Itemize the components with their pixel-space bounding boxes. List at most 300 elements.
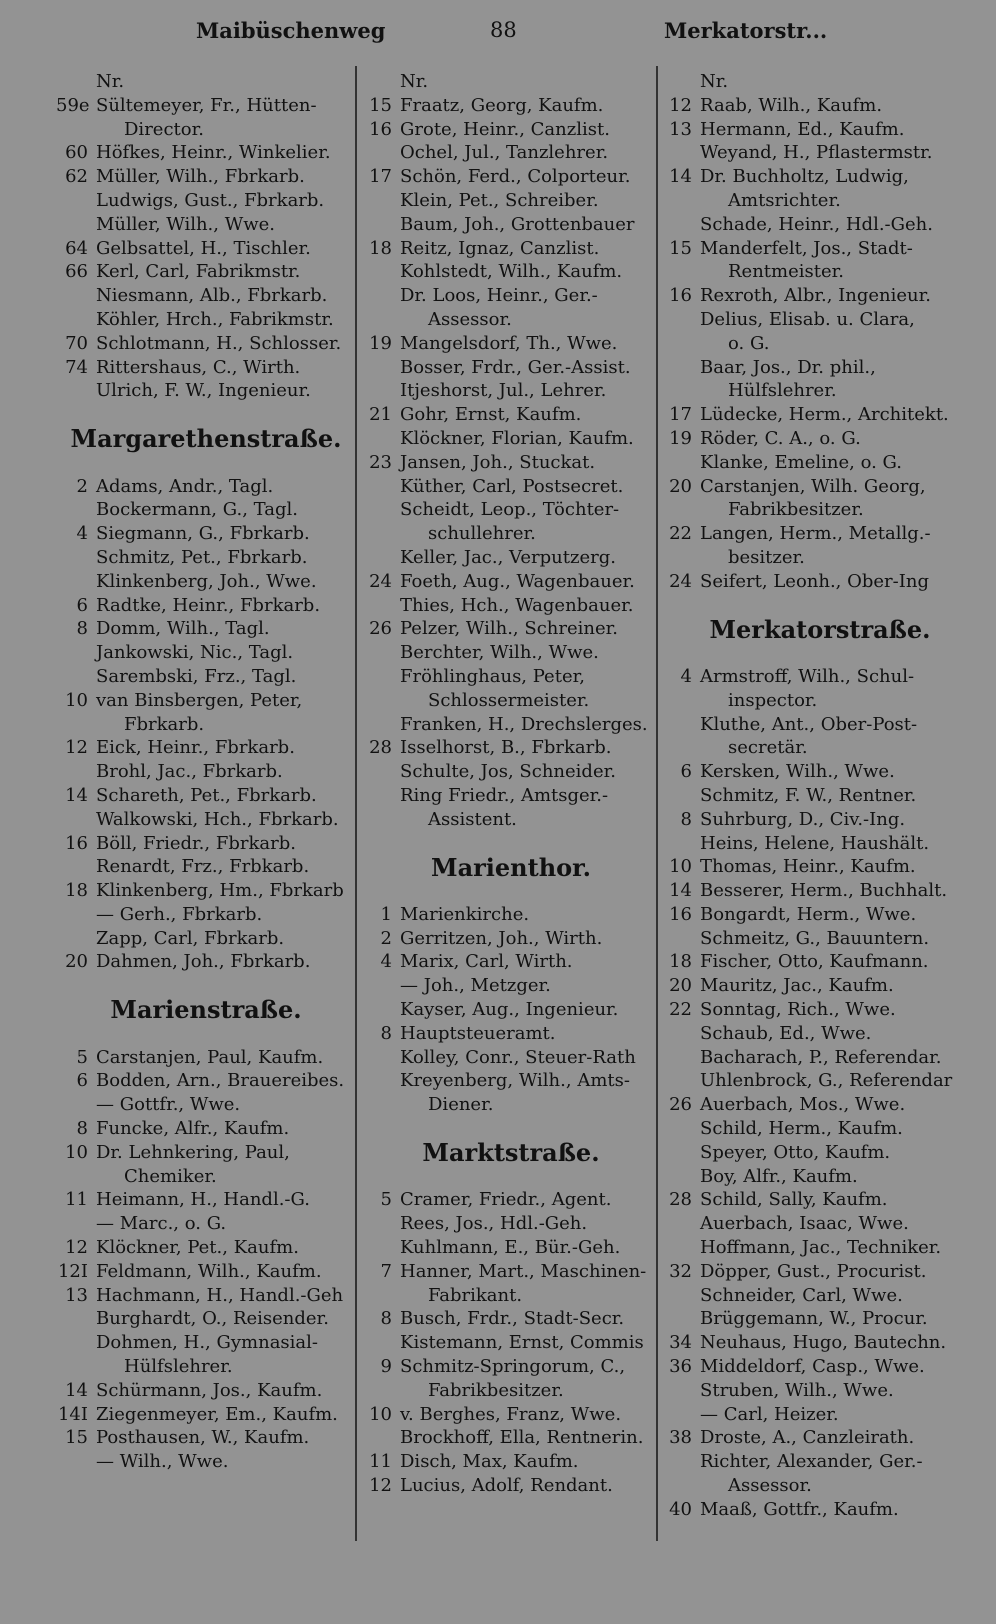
resident-text: Adams, Andr., Tagl.: [96, 475, 274, 497]
house-number: 20: [65, 951, 88, 973]
resident-text: Maaß, Gottfr., Kaufm.: [700, 1498, 899, 1520]
entry-continuation: Diener.: [428, 1094, 494, 1116]
resident-text: van Binsbergen, Peter,: [96, 689, 303, 711]
resident-text: Schade, Heinr., Hdl.-Geh.: [700, 213, 933, 235]
directory-entry: [56, 832, 356, 856]
resident-text: Fraatz, Georg, Kaufm.: [400, 94, 604, 116]
directory-entry: [56, 475, 356, 499]
house-number: 19: [369, 332, 392, 354]
house-number: 66: [65, 261, 88, 283]
resident-text: Heins, Helene, Haushält.: [700, 832, 930, 854]
house-number: 28: [369, 737, 392, 759]
directory-entry: [56, 760, 356, 784]
resident-text: Ulrich, F. W., Ingenieur.: [96, 380, 311, 402]
resident-text: Walkowski, Hch., Fbrkarb.: [96, 808, 339, 830]
house-number: 12: [65, 1237, 88, 1259]
house-number: 26: [669, 1094, 692, 1116]
house-number: 14: [669, 166, 692, 188]
directory-entry: [56, 70, 356, 94]
resident-text: Posthausen, W., Kaufm.: [96, 1427, 310, 1449]
directory-entry: [56, 94, 356, 118]
house-number: 19: [669, 427, 692, 449]
resident-text: Klinkenberg, Joh., Wwe.: [96, 570, 317, 592]
house-number: 18: [65, 880, 88, 902]
directory-entry: [56, 641, 356, 665]
directory-entry: [660, 1022, 980, 1046]
directory-entry: [660, 141, 980, 165]
directory-entry: [360, 713, 662, 737]
resident-text: Neuhaus, Hugo, Bautechn.: [700, 1332, 947, 1354]
resident-text: Boy, Alfr., Kaufm.: [700, 1165, 858, 1187]
resident-text: — Joh., Metzger.: [400, 975, 551, 997]
directory-entry: [660, 1236, 980, 1260]
directory-entry: [56, 1284, 356, 1308]
resident-text: Langen, Herm., Metallg.-: [700, 523, 931, 545]
directory-entry: [56, 784, 356, 808]
resident-text: Lucius, Adolf, Rendant.: [400, 1475, 613, 1497]
house-number: 14: [65, 1379, 88, 1401]
house-number: 8: [76, 618, 88, 640]
directory-entry: [360, 379, 662, 403]
directory-entry: [660, 284, 980, 308]
entry-continuation: Assessor.: [728, 1475, 812, 1497]
directory-entry: [56, 332, 356, 356]
resident-text: Baum, Joh., Grottenbauer: [400, 213, 635, 235]
directory-entry: [56, 808, 356, 832]
directory-entry: [56, 1403, 356, 1427]
resident-text: Keller, Jac., Verputzerg.: [400, 546, 616, 568]
house-number: 4: [680, 665, 692, 687]
resident-text: Manderfelt, Jos., Stadt-: [700, 237, 913, 259]
resident-text: Ochel, Jul., Tanzlehrer.: [400, 142, 609, 164]
house-number: 14: [669, 880, 692, 902]
resident-text: Schulte, Jos, Schneider.: [400, 761, 616, 783]
house-number: 7: [380, 1260, 392, 1282]
directory-entry: [660, 1331, 980, 1355]
resident-text: Sarembski, Frz., Tagl.: [96, 665, 297, 687]
directory-entry: [660, 927, 980, 951]
directory-entry: [360, 1236, 662, 1260]
resident-text: Disch, Max, Kaufm.: [400, 1451, 579, 1473]
directory-entry: [660, 1046, 980, 1070]
entry-continuation: inspector.: [728, 689, 818, 711]
resident-text: Gohr, Ernst, Kaufm.: [400, 404, 582, 426]
directory-entry: [360, 451, 662, 475]
directory-entry: [360, 332, 662, 356]
directory-entry: [56, 379, 356, 403]
directory-entry: [660, 784, 980, 808]
directory-entry: [360, 1426, 662, 1450]
directory-entry: [660, 832, 980, 856]
resident-text: Sonntag, Rich., Wwe.: [700, 999, 896, 1021]
resident-text: — Gerh., Fbrkarb.: [96, 903, 263, 925]
resident-text: Radtke, Heinr., Fbrkarb.: [96, 594, 321, 616]
entry-continuation: Hülfslehrer.: [728, 380, 837, 402]
entry-continuation: o. G.: [728, 332, 770, 354]
resident-text: Auerbach, Isaac, Wwe.: [700, 1213, 909, 1235]
house-number: 5: [76, 1046, 88, 1068]
house-number: 20: [669, 975, 692, 997]
entry-continuation: schullehrer.: [428, 523, 536, 545]
resident-text: Thomas, Heinr., Kaufm.: [700, 856, 916, 878]
directory-entry: [56, 498, 356, 522]
directory-entry: [660, 713, 980, 737]
directory-entry: [360, 1188, 662, 1212]
directory-entry: [660, 974, 980, 998]
resident-text: Scheidt, Leop., Töchter-: [400, 499, 620, 521]
resident-text: Armstroff, Wilh., Schul-: [700, 665, 915, 687]
house-number: 10: [669, 856, 692, 878]
directory-entry: [360, 284, 662, 308]
directory-entry: [360, 1307, 662, 1331]
directory-entry: [360, 403, 662, 427]
directory-entry: [56, 617, 356, 641]
house-number: 34: [669, 1332, 692, 1354]
directory-entry: [360, 950, 662, 974]
directory-entry: [360, 903, 662, 927]
running-head-left: Maibüschenweg: [196, 18, 386, 43]
resident-text: Klanke, Emeline, o. G.: [700, 451, 903, 473]
house-number: 8: [380, 1308, 392, 1330]
house-number: 9: [380, 1356, 392, 1378]
directory-column-3: [660, 70, 980, 1522]
directory-entry: [660, 70, 980, 94]
directory-entry: [360, 1022, 662, 1046]
house-number: 14: [65, 784, 88, 806]
directory-entry: [660, 1307, 980, 1331]
directory-entry: [660, 165, 980, 189]
directory-entry: [56, 213, 356, 237]
house-number: 23: [369, 451, 392, 473]
directory-entry: [56, 284, 356, 308]
directory-entry: [360, 1212, 662, 1236]
resident-text: Pelzer, Wilh., Schreiner.: [400, 618, 618, 640]
street-heading: Marienstraße.: [110, 995, 302, 1025]
directory-entry: [56, 927, 356, 951]
directory-entry: [56, 356, 356, 380]
house-number: 13: [65, 1284, 88, 1306]
directory-entry: [56, 903, 356, 927]
directory-entry: [360, 1069, 662, 1093]
resident-text: Droste, A., Canzleirath.: [700, 1427, 915, 1449]
resident-text: Siegmann, G., Fbrkarb.: [96, 523, 310, 545]
entry-continuation: besitzer.: [728, 546, 805, 568]
house-number: 11: [369, 1451, 392, 1473]
resident-text: Suhrburg, D., Civ.-Ing.: [700, 808, 906, 830]
resident-text: Nr.: [700, 71, 729, 92]
resident-text: Delius, Elisab. u. Clara,: [700, 308, 915, 330]
directory-entry: [360, 1450, 662, 1474]
directory-entry: [56, 1141, 356, 1165]
directory-entry: [56, 165, 356, 189]
directory-entry: [360, 665, 662, 689]
directory-entry: [56, 1307, 356, 1331]
resident-text: Röder, C. A., o. G.: [700, 427, 861, 449]
resident-text: Döpper, Gust., Procurist.: [700, 1260, 927, 1282]
directory-entry: [360, 1331, 662, 1355]
resident-text: Franken, H., Drechslerges.: [400, 713, 648, 735]
resident-text: Kluthe, Ant., Ober-Post-: [700, 713, 918, 735]
resident-text: Dr. Loos, Heinr., Ger.-: [400, 285, 598, 307]
resident-text: Klöckner, Florian, Kaufm.: [400, 427, 634, 449]
resident-text: Isselhorst, B., Fbrkarb.: [400, 737, 612, 759]
house-number: 32: [669, 1260, 692, 1282]
resident-text: Brohl, Jac., Fbrkarb.: [96, 761, 283, 783]
entry-continuation: Assistent.: [428, 808, 517, 830]
resident-text: Struben, Wilh., Wwe.: [700, 1379, 894, 1401]
resident-text: Foeth, Aug., Wagenbauer.: [400, 570, 635, 592]
resident-text: Eick, Heinr., Fbrkarb.: [96, 737, 295, 759]
directory-entry: [660, 903, 980, 927]
directory-entry: [360, 617, 662, 641]
directory-entry: [660, 950, 980, 974]
resident-text: Renardt, Frz., Frbkarb.: [96, 856, 310, 878]
resident-text: Klein, Pet., Schreiber.: [400, 189, 599, 211]
house-number: 6: [76, 1070, 88, 1092]
house-number: 24: [669, 570, 692, 592]
resident-text: Kistemann, Ernst, Commis: [400, 1332, 644, 1354]
entry-continuation: Schlossermeister.: [428, 689, 590, 711]
resident-text: Schmeitz, G., Bauuntern.: [700, 927, 930, 949]
resident-text: Kohlstedt, Wilh., Kaufm.: [400, 261, 623, 283]
resident-text: Schneider, Carl, Wwe.: [700, 1284, 903, 1306]
resident-text: Müller, Wilh., Wwe.: [96, 213, 275, 235]
directory-entry: [660, 118, 980, 142]
house-number: 16: [669, 903, 692, 925]
directory-entry: [56, 594, 356, 618]
resident-text: Domm, Wilh., Tagl.: [96, 618, 270, 640]
directory-entry: [360, 260, 662, 284]
house-number: 8: [680, 808, 692, 830]
directory-entry: [660, 213, 980, 237]
house-number: 10: [65, 1141, 88, 1163]
house-number: 12: [669, 94, 692, 116]
directory-entry: [660, 522, 980, 546]
entry-continuation: Fabrikant.: [428, 1284, 523, 1306]
resident-text: Ziegenmeyer, Em., Kaufm.: [96, 1403, 338, 1425]
directory-entry: [660, 1450, 980, 1474]
directory-entry: [660, 451, 980, 475]
directory-entry: [56, 141, 356, 165]
directory-entry: [360, 141, 662, 165]
resident-text: Bongardt, Herm., Wwe.: [700, 903, 917, 925]
resident-text: Bosser, Frdr., Ger.-Assist.: [400, 356, 631, 378]
directory-entry: [360, 213, 662, 237]
directory-entry: [56, 189, 356, 213]
directory-entry: [56, 260, 356, 284]
house-number: 26: [369, 618, 392, 640]
house-number: 59e: [56, 94, 90, 116]
resident-text: Reitz, Ignaz, Canzlist.: [400, 237, 600, 259]
directory-entry: [660, 665, 980, 689]
resident-text: Thies, Hch., Wagenbauer.: [400, 594, 634, 616]
resident-text: Raab, Wilh., Kaufm.: [700, 94, 883, 116]
directory-entry: [360, 974, 662, 998]
directory-entry: [360, 165, 662, 189]
directory-entry: [660, 1260, 980, 1284]
street-heading: Merkatorstraße.: [709, 614, 931, 644]
resident-text: Brüggemann, W., Procur.: [700, 1308, 928, 1330]
directory-entry: [56, 1331, 356, 1355]
directory-entry: [360, 475, 662, 499]
resident-text: Dr. Lehnkering, Paul,: [96, 1141, 290, 1163]
resident-text: Klöckner, Pet., Kaufm.: [96, 1237, 299, 1259]
entry-continuation: Fabrikbesitzer.: [728, 499, 864, 521]
house-number: 1: [380, 903, 392, 925]
resident-text: Hanner, Mart., Maschinen-: [400, 1260, 647, 1282]
directory-entry: [660, 879, 980, 903]
resident-text: Ring Friedr., Amtsger.-: [400, 784, 609, 806]
resident-text: Marienkirche.: [400, 903, 530, 925]
resident-text: Dohmen, H., Gymnasial-: [96, 1332, 318, 1354]
resident-text: Nr.: [400, 71, 429, 92]
house-number: 21: [369, 404, 392, 426]
directory-entry: [660, 808, 980, 832]
resident-text: Köhler, Hrch., Fabrikmstr.: [96, 308, 334, 330]
directory-entry: [56, 950, 356, 974]
resident-text: Gerritzen, Joh., Wirth.: [400, 927, 603, 949]
directory-entry: [360, 760, 662, 784]
house-number: 10: [369, 1403, 392, 1425]
house-number: 28: [669, 1189, 692, 1211]
house-number: 8: [380, 1022, 392, 1044]
page-number: 88: [490, 18, 517, 42]
directory-entry: [56, 879, 356, 903]
directory-entry: [660, 403, 980, 427]
directory-entry: [360, 70, 662, 94]
directory-entry: [360, 498, 662, 522]
directory-entry: [56, 522, 356, 546]
directory-entry: [56, 237, 356, 261]
resident-text: Cramer, Friedr., Agent.: [400, 1189, 612, 1211]
house-number: 16: [65, 832, 88, 854]
resident-text: Busch, Frdr., Stadt-Secr.: [400, 1308, 625, 1330]
resident-text: Bodden, Arn., Brauereibes.: [96, 1070, 345, 1092]
resident-text: Baar, Jos., Dr. phil.,: [700, 356, 876, 378]
house-number: 22: [669, 999, 692, 1021]
resident-text: Schlotmann, H., Schlosser.: [96, 332, 342, 354]
house-number: 20: [669, 475, 692, 497]
resident-text: Klinkenberg, Hm., Fbrkarb: [96, 880, 344, 902]
resident-text: Itjeshorst, Jul., Lehrer.: [400, 380, 607, 402]
resident-text: — Carl, Heizer.: [700, 1403, 839, 1425]
running-head-right: Merkatorstr...: [664, 18, 828, 43]
house-number: 6: [76, 594, 88, 616]
house-number: 74: [65, 356, 88, 378]
resident-text: Bacharach, P., Referendar.: [700, 1046, 942, 1068]
resident-text: Schild, Herm., Kaufm.: [700, 1118, 903, 1140]
resident-text: Hauptsteueramt.: [400, 1022, 556, 1044]
resident-text: Lüdecke, Herm., Architekt.: [700, 404, 949, 426]
resident-text: Küther, Carl, Postsecret.: [400, 475, 624, 497]
house-number: 15: [669, 237, 692, 259]
house-number: 4: [76, 523, 88, 545]
entry-continuation: Amtsrichter.: [728, 189, 841, 211]
house-number: 15: [65, 1427, 88, 1449]
directory-entry: [660, 570, 980, 594]
street-heading: Marktstraße.: [422, 1138, 600, 1168]
resident-text: — Gottfr., Wwe.: [96, 1094, 241, 1116]
resident-text: Hoffmann, Jac., Techniker.: [700, 1237, 942, 1259]
house-number: 62: [65, 166, 88, 188]
directory-entry: [56, 1426, 356, 1450]
entry-continuation: Hülfslehrer.: [124, 1356, 233, 1378]
resident-text: Kerl, Carl, Fabrikmstr.: [96, 261, 301, 283]
directory-entry: [360, 1260, 662, 1284]
resident-text: Marix, Carl, Wirth.: [400, 951, 573, 973]
directory-entry: [660, 94, 980, 118]
resident-text: Feldmann, Wilh., Kaufm.: [96, 1260, 322, 1282]
resident-text: Besserer, Herm., Buchhalt.: [700, 880, 948, 902]
directory-entry: [56, 1093, 356, 1117]
directory-entry: [660, 308, 980, 332]
house-number: 70: [65, 332, 88, 354]
directory-entry: [56, 1236, 356, 1260]
resident-text: Burghardt, O., Reisender.: [96, 1308, 329, 1330]
resident-text: Kayser, Aug., Ingenieur.: [400, 999, 619, 1021]
house-number: 17: [369, 166, 392, 188]
directory-entry: [56, 570, 356, 594]
directory-entry: [660, 1093, 980, 1117]
resident-text: Speyer, Otto, Kaufm.: [700, 1141, 891, 1163]
street-heading: Marienthor.: [431, 852, 591, 882]
resident-text: Gelbsattel, H., Tischler.: [96, 237, 311, 259]
house-number: 5: [380, 1189, 392, 1211]
directory-entry: [660, 1498, 980, 1522]
directory-entry: [660, 427, 980, 451]
directory-entry: [56, 1046, 356, 1070]
resident-text: Kolley, Conr., Steuer-Rath: [400, 1046, 636, 1068]
house-number: 4: [380, 951, 392, 973]
directory-entry: [360, 546, 662, 570]
entry-continuation: Fbrkarb.: [124, 713, 205, 735]
resident-text: Seifert, Leonh., Ober-Ing: [700, 570, 929, 592]
house-number: 64: [65, 237, 88, 259]
house-number: 17: [669, 404, 692, 426]
directory-entry: [56, 1069, 356, 1093]
resident-text: Böll, Friedr., Fbrkarb.: [96, 832, 296, 854]
street-heading: Margarethenstraße.: [70, 424, 342, 454]
resident-text: Mauritz, Jac., Kaufm.: [700, 975, 894, 997]
resident-text: Berchter, Wilh., Wwe.: [400, 642, 599, 664]
directory-entry: [56, 855, 356, 879]
resident-text: Middeldorf, Casp., Wwe.: [700, 1356, 925, 1378]
resident-text: Nr.: [96, 71, 125, 92]
resident-text: Dahmen, Joh., Fbrkarb.: [96, 951, 311, 973]
directory-entry: [660, 1141, 980, 1165]
resident-text: Hermann, Ed., Kaufm.: [700, 118, 905, 140]
resident-text: Zapp, Carl, Fbrkarb.: [96, 927, 285, 949]
resident-text: Kreyenberg, Wilh., Amts-: [400, 1070, 630, 1092]
directory-entry: [56, 689, 356, 713]
directory-entry: [360, 94, 662, 118]
directory-entry: [360, 1046, 662, 1070]
resident-text: Brockhoff, Ella, Rentnerin.: [400, 1427, 644, 1449]
house-number: 2: [76, 475, 88, 497]
directory-entry: [56, 1379, 356, 1403]
house-number: 22: [669, 523, 692, 545]
house-number: 38: [669, 1427, 692, 1449]
house-number: 12: [369, 1475, 392, 1497]
directory-entry: [360, 1355, 662, 1379]
directory-entry: [56, 1188, 356, 1212]
resident-text: Schmitz, Pet., Fbrkarb.: [96, 546, 308, 568]
directory-entry: [56, 308, 356, 332]
resident-text: Grote, Heinr., Canzlist.: [400, 118, 610, 140]
house-number: 12: [65, 737, 88, 759]
resident-text: Funcke, Alfr., Kaufm.: [96, 1118, 290, 1140]
house-number: 10: [65, 689, 88, 711]
